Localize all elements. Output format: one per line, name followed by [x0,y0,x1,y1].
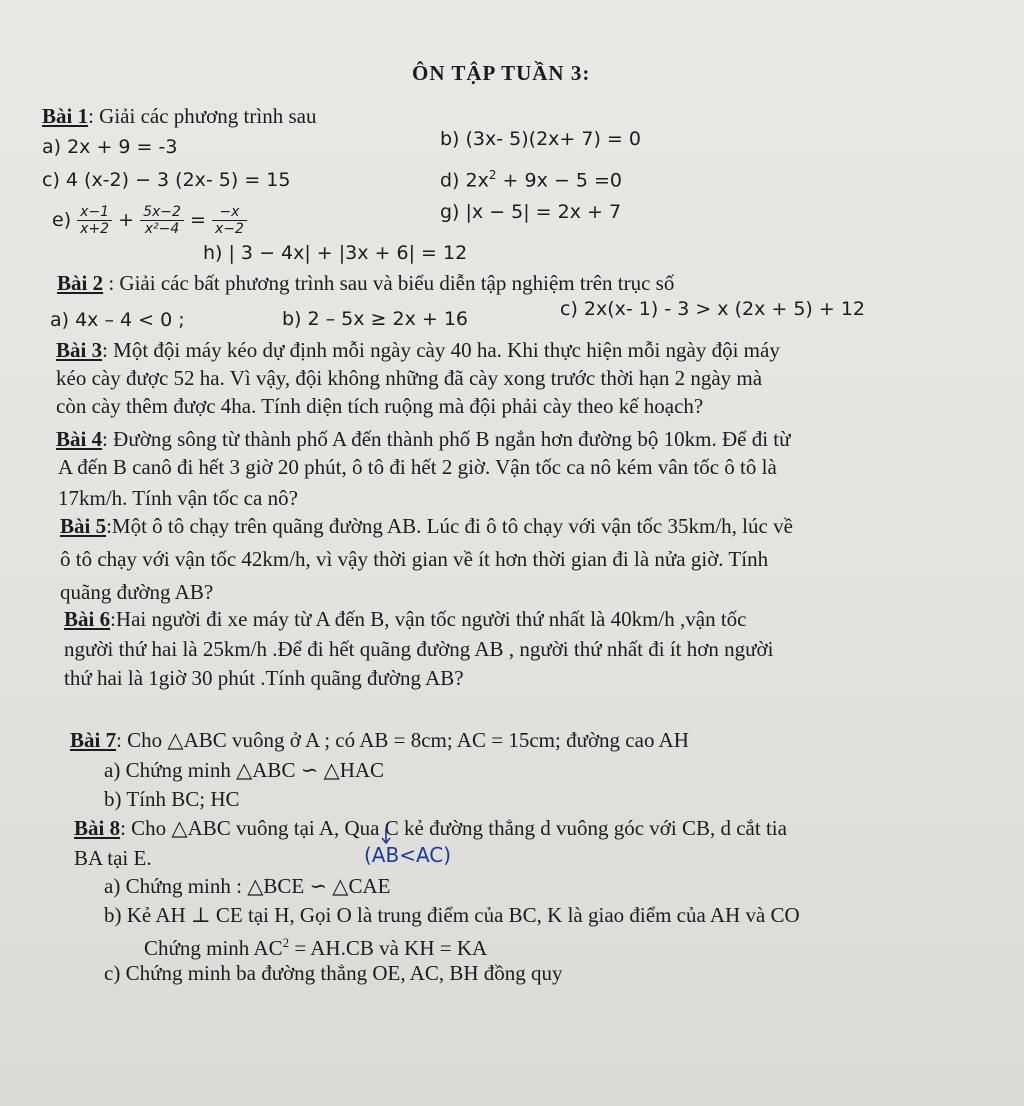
bai2-text: : Giải các bất phương trình sau và biểu diễn tập nghiệm trên trục số [103,271,675,295]
bai8-b1: b) Kẻ AH ⊥ CE tại H, Gọi O là trung điểm của BC, K là giao điểm của AH và CO [104,903,800,927]
fraction-denominator: x+2 [80,221,110,237]
bai1-e-label: e) [52,209,72,231]
bai1-label: Bài 1 [42,104,89,128]
bai2-heading [57,270,674,296]
bai3-line-2: kéo cày được 52 ha. Vì vậy, đội không những đã cày xong trước thời hạn 2 ngày mà [56,366,763,390]
bai1-d-post: + 9x − 5 =0 [496,169,622,192]
bai8-label: Bài 8 [74,816,121,840]
fraction-denominator: x−2 [214,221,244,237]
fraction-numerator: x−1 [77,204,112,221]
bai1-a: a) 2x + 9 = -3 [42,136,178,158]
bai5-line-1 [60,513,793,539]
bai2-a: a) 4x – 4 < 0 ; [50,309,185,331]
bai1-e-plus: + [118,209,135,231]
page-title: ÔN TẬP TUẦN 3: [412,61,591,85]
bai6-line-2: người thứ hai là 25km/h .Để đi hết quãng đường AB , người thứ nhất đi ít hơn người [64,637,774,661]
bai4-line-3: 17km/h. Tính vận tốc ca nô? [58,486,298,510]
bai5-line-3: quãng đường AB? [60,580,214,604]
bai8-b2-post: = AH.CB và KH = KA [289,936,488,960]
bai8-a: a) Chứng minh : △BCE ∽ △CAE [104,874,391,898]
bai4-line-2: A đến B canô đi hết 3 giờ 20 phút, ô tô đi hết 2 giờ. Vận tốc ca nô kém vân tốc ô tô là [58,455,777,479]
bai4-text-1: : Đường sông từ thành phố A đến thành phố B ngắn hơn đường bộ 10km. Để đi từ [102,427,791,451]
bai1-e-fraction-2 [140,204,184,237]
bai3-line-1 [56,337,780,363]
fraction-numerator: 5x−2 [140,204,184,221]
bai6-text-1: :Hai người đi xe máy từ A đến B, vận tốc người thứ nhất là 40km/h ,vận tốc [110,607,747,631]
bai5-line-2: ô tô chạy với vận tốc 42km/h, vì vậy thời gian về ít hơn thời gian đi là nửa giờ. Tính [60,547,769,571]
fraction-denominator: x²−4 [144,221,180,237]
bai3-line-3: còn cày thêm được 4ha. Tính diện tích ruộng mà đội phải cày theo kế hoạch? [56,394,704,418]
bai1-e-fraction-3 [212,204,247,237]
fraction-numerator: −x [212,204,247,221]
bai7-text: : Cho △ABC vuông ở A ; có AB = 8cm; AC = 15cm; đường cao AH [116,728,689,752]
bai1-text: : Giải các phương trình sau [88,104,317,128]
bai1-g: g) |x − 5| = 2x + 7 [440,201,622,223]
bai5-label: Bài 5 [60,514,107,538]
bai3-label: Bài 3 [56,338,103,362]
bai8-b2-sup: 2 [282,935,290,950]
bai1-d-sup: 2 [488,168,497,182]
bai1-e-fraction-1 [77,204,112,237]
bai7-label: Bài 7 [70,728,117,752]
bai4-line-1 [56,426,791,452]
bai6-label: Bài 6 [64,607,111,631]
bai7-a: a) Chứng minh △ABC ∽ △HAC [104,758,385,782]
bai2-label: Bài 2 [57,271,104,295]
bai1-d-pre: d) 2x [440,169,489,192]
bai4-label: Bài 4 [56,427,103,451]
bai6-line-1 [64,606,747,632]
bai1-d [440,162,622,193]
bai3-text-1: : Một đội máy kéo dự định mỗi ngày cày 40 ha. Khi thực hiện mỗi ngày đội máy [102,338,780,362]
bai8-line-1 [74,815,787,841]
handwritten-arrow-icon [378,826,394,846]
bai1-h: h) | 3 − 4x| + |3x + 6| = 12 [203,242,468,264]
bai8-c: c) Chứng minh ba đường thẳng OE, AC, BH đồng quy [104,961,563,985]
bai8-b2 [144,930,487,961]
bai7-b: b) Tính BC; HC [104,787,240,811]
handwritten-note: (AB<AC) [364,843,452,867]
bai6-line-3: thứ hai là 1giờ 30 phút .Tính quãng đường AB? [64,666,464,690]
bai1-b: b) (3x- 5)(2x+ 7) = 0 [440,128,641,150]
bai8-line-2: BA tại E. [74,846,152,870]
bai7-heading [70,727,689,753]
bai8-b2-pre: Chứng minh AC [144,936,283,960]
bai1-e [52,200,247,240]
bai1-c: c) 4 (x-2) − 3 (2x- 5) = 15 [42,169,291,191]
bai2-b: b) 2 – 5x ≥ 2x + 16 [282,308,469,330]
bai2-c: c) 2x(x- 1) - 3 > x (2x + 5) + 12 [560,298,866,320]
bai1-heading [42,103,316,129]
bai1-e-equals: = [190,209,206,231]
bai8-text-1: : Cho △ABC vuông tại A, Qua C kẻ đường thẳng d vuông góc với CB, d cắt tia [120,816,787,840]
bai5-text-1: :Một ô tô chạy trên quãng đường AB. Lúc đi ô tô chạy với vận tốc 35km/h, lúc về [106,514,793,538]
